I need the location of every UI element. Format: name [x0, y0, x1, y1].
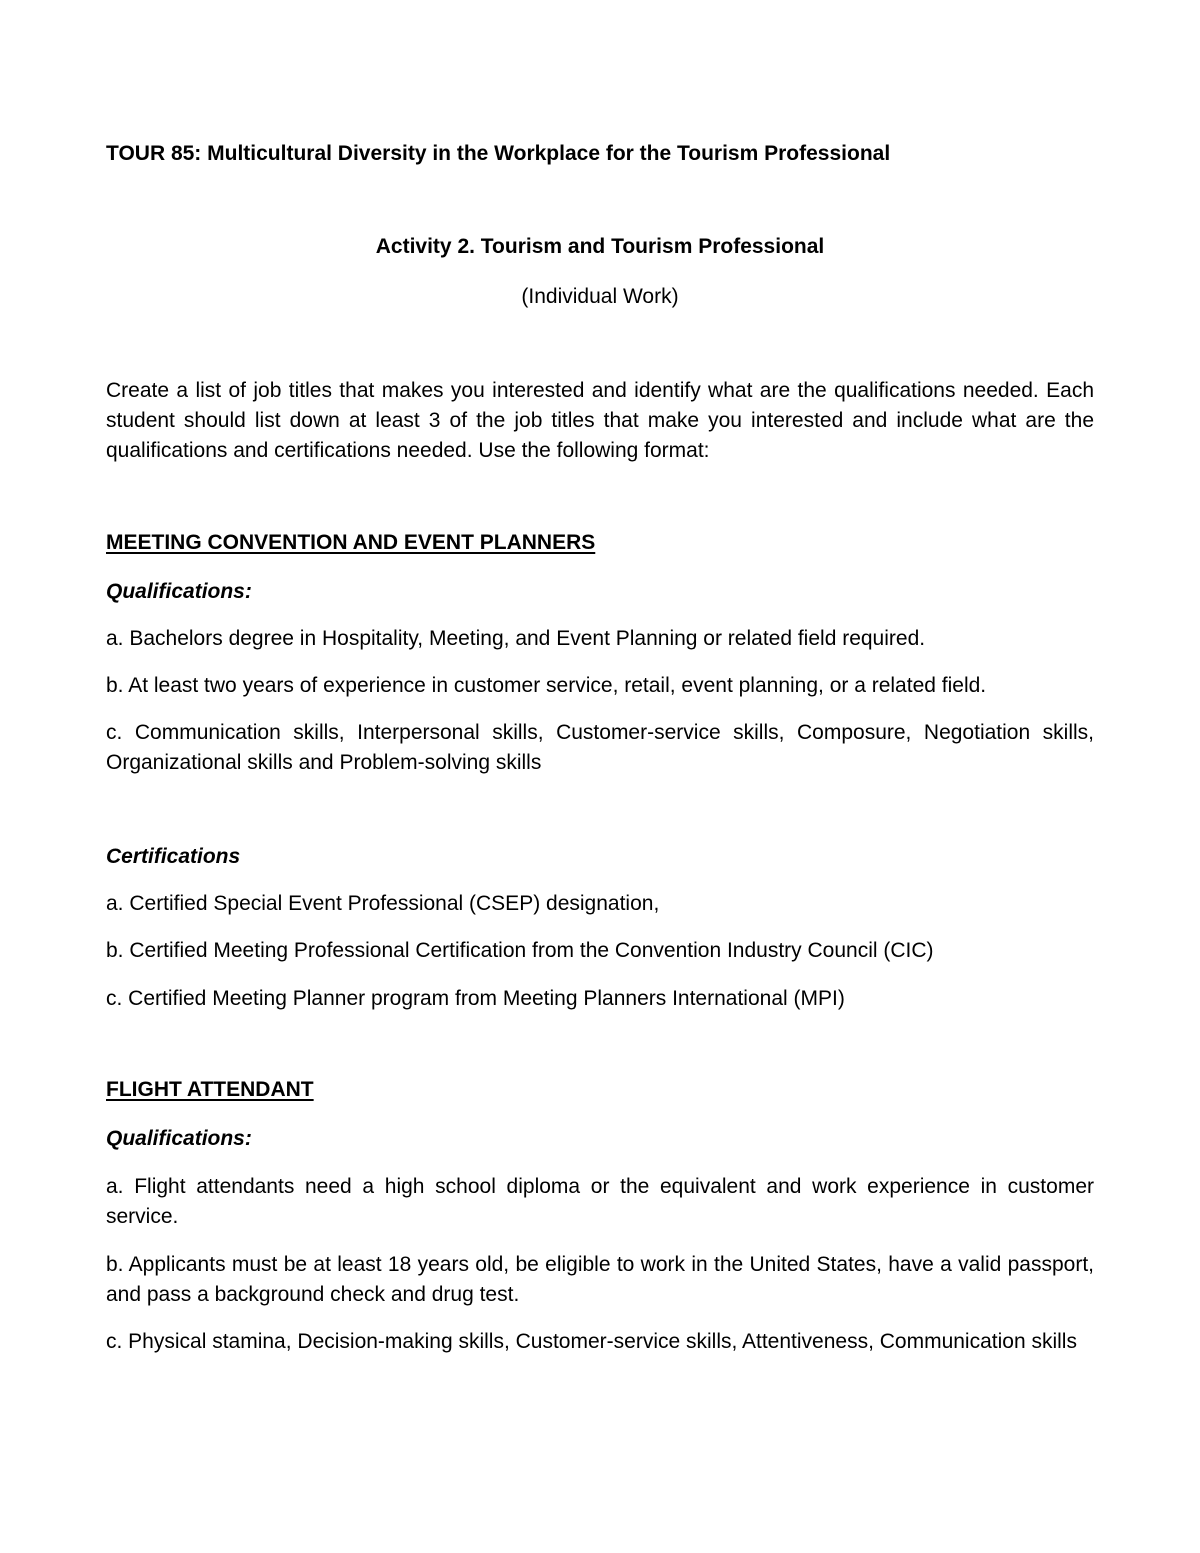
qualification-item: c. Physical stamina, Decision-making skills, Customer-service skills, Attentiveness, Communication skills: [106, 1330, 1077, 1353]
activity-title: Activity 2. Tourism and Tourism Professional: [375, 235, 825, 258]
certifications-label: Certifications: [106, 845, 241, 868]
certification-item: c. Certified Meeting Planner program from Meeting Planners International (MPI): [106, 987, 845, 1010]
section-heading-flight-attendant: FLIGHT ATTENDANT: [106, 1078, 314, 1101]
qualification-item: b. At least two years of experience in customer service, retail, event planning, or a related field.: [106, 674, 987, 697]
qualifications-label: Qualifications:: [106, 1127, 252, 1150]
instructions-paragraph: Create a list of job titles that makes you interested and identify what are the qualifications needed. Each student should list down at least 3 of the job titles that make you interested and include what are the qualifications and certifications needed. Use the following format:: [106, 379, 1094, 462]
qualification-item: a. Bachelors degree in Hospitality, Meeting, and Event Planning or related field required.: [106, 627, 926, 650]
activity-subtitle: (Individual Work): [521, 285, 679, 308]
qualification-item: b. Applicants must be at least 18 years old, be eligible to work in the United States, have a valid passport, and pass a background check and drug test.: [106, 1253, 1094, 1306]
certification-item: a. Certified Special Event Professional (CSEP) designation,: [106, 892, 660, 915]
qualification-item: c. Communication skills, Interpersonal skills, Customer-service skills, Composure, Negotiation skills, Organizational skills and Problem-solving skills: [106, 721, 1094, 774]
section-heading-event-planners: MEETING CONVENTION AND EVENT PLANNERS: [106, 531, 596, 554]
qualification-item: a. Flight attendants need a high school diploma or the equivalent and work experience in customer service.: [106, 1175, 1094, 1228]
qualifications-label: Qualifications:: [106, 580, 252, 603]
certification-item: b. Certified Meeting Professional Certification from the Convention Industry Council (CIC): [106, 939, 934, 962]
course-title: TOUR 85: Multicultural Diversity in the Workplace for the Tourism Professional: [106, 142, 891, 165]
